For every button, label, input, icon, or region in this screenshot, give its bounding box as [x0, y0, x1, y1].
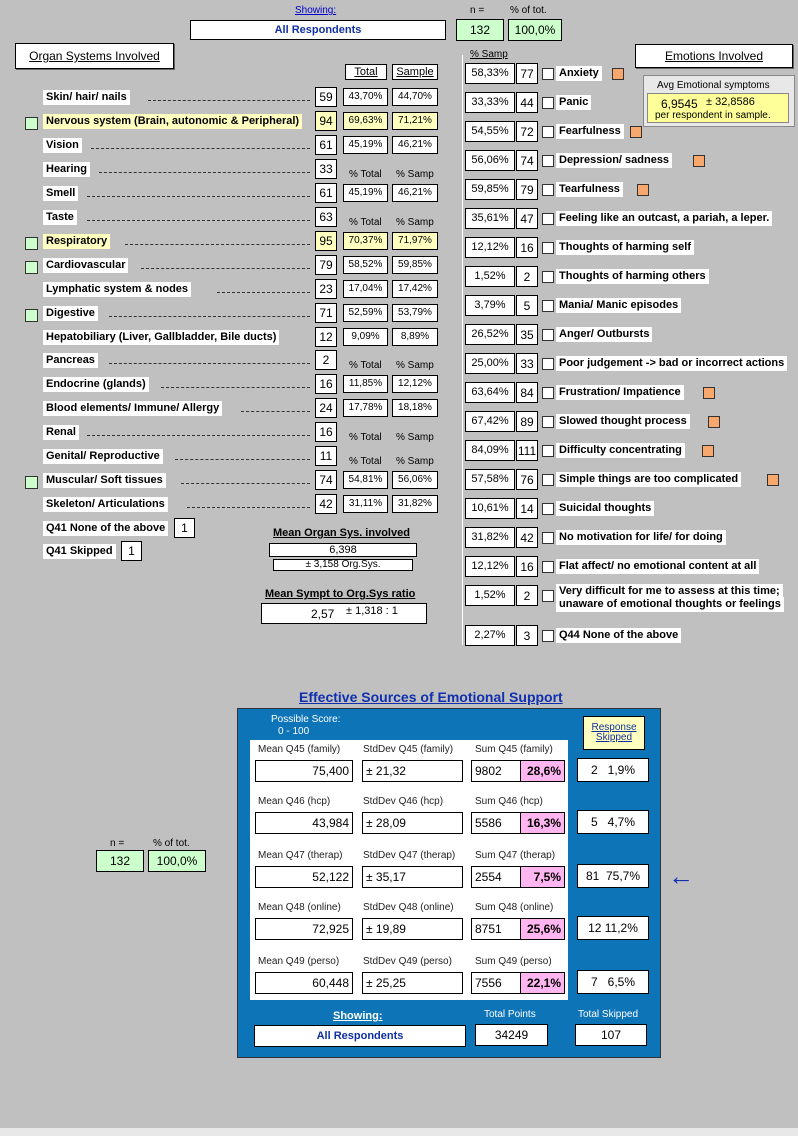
- organ-flag-icon: [25, 476, 38, 489]
- emotions-title: Emotions Involved: [635, 44, 793, 68]
- organ-pct-sample: 56,06%: [392, 471, 438, 489]
- emotion-count: 2: [516, 266, 538, 287]
- organ-count: 12: [315, 327, 337, 347]
- emotion-pct: 26,52%: [465, 324, 515, 345]
- support-n-label: n =: [110, 838, 125, 849]
- mean-organ-sd: ± 3,158 Org.Sys.: [273, 559, 413, 571]
- support-n-value: 132: [96, 850, 144, 872]
- emotion-pct: 31,82%: [465, 527, 515, 548]
- support-sum-label: Sum Q49 (perso): [475, 956, 552, 967]
- emotion-label: Fearfulness: [556, 124, 624, 139]
- organ-label: Skin/ hair/ nails: [43, 90, 130, 105]
- pct-samp-header: % Samp: [396, 217, 434, 228]
- organ-count: 61: [315, 135, 337, 155]
- support-skipped-value: 2 1,9%: [577, 758, 649, 782]
- organ-label: Taste: [43, 210, 77, 225]
- emotion-flag-icon: [630, 126, 642, 138]
- column-divider: [462, 55, 463, 645]
- support-sum-value: 9802: [471, 760, 521, 782]
- emotion-pct: 2,27%: [465, 625, 515, 646]
- support-sum-value: 2554: [471, 866, 521, 888]
- avg-emotional-title: Avg Emotional symptoms: [657, 80, 770, 91]
- support-sd-value: ± 25,25: [362, 972, 463, 994]
- emotion-label: No motivation for life/ for doing: [556, 530, 726, 545]
- emotion-pct: 25,00%: [465, 353, 515, 374]
- leader-dots: [99, 172, 310, 173]
- ratio-value: 2,57: [311, 607, 335, 621]
- total-points-label: Total Points: [484, 1009, 536, 1020]
- leader-dots: [109, 316, 310, 317]
- emotion-checkbox[interactable]: [542, 300, 554, 312]
- organ-pct-total: 43,70%: [343, 88, 388, 106]
- support-title: Effective Sources of Emotional Support: [299, 689, 563, 705]
- organ-pct-sample: 17,42%: [392, 280, 438, 298]
- support-sum-label: Sum Q45 (family): [475, 744, 553, 755]
- support-sum-label: Sum Q47 (therap): [475, 850, 556, 861]
- support-sum-pct: 22,1%: [520, 972, 565, 994]
- pct-value: 100,0%: [508, 19, 562, 41]
- response-skipped-header: Response Skipped: [583, 716, 645, 750]
- emotion-count: 47: [516, 208, 538, 229]
- ratio-box: [261, 603, 427, 624]
- emotion-checkbox[interactable]: [542, 474, 554, 486]
- leader-dots: [91, 148, 310, 149]
- support-sum-pct: 28,6%: [520, 760, 565, 782]
- leader-dots: [141, 268, 310, 269]
- organ-pct-sample: 46,21%: [392, 184, 438, 202]
- support-mean-value: 52,122: [255, 866, 353, 888]
- emotion-count: 35: [516, 324, 538, 345]
- q41-skipped-value: 1: [121, 541, 142, 561]
- organ-label: Lymphatic system & nodes: [43, 282, 191, 297]
- organ-label: Pancreas: [43, 353, 98, 368]
- organ-pct-total: 11,85%: [343, 375, 388, 393]
- support-mean-value: 75,400: [255, 760, 353, 782]
- emotion-checkbox[interactable]: [542, 213, 554, 225]
- organ-count: 2: [315, 350, 337, 370]
- pct-samp-header: % Samp: [396, 456, 434, 467]
- emotion-count: 3: [516, 625, 538, 646]
- organ-flag-icon: [25, 261, 38, 274]
- organ-total-header: Total: [345, 64, 387, 80]
- leader-dots: [161, 387, 310, 388]
- showing-label: Showing:: [295, 5, 337, 16]
- emotion-count: 77: [516, 63, 538, 84]
- emotion-count: 84: [516, 382, 538, 403]
- support-mean-value: 43,984: [255, 812, 353, 834]
- organ-count: 71: [315, 303, 337, 323]
- emotion-checkbox[interactable]: [542, 532, 554, 544]
- organ-flag-icon: [25, 237, 38, 250]
- emotion-count: 74: [516, 150, 538, 171]
- emotion-label: Poor judgement -> bad or incorrect actions: [556, 356, 787, 371]
- emotion-checkbox[interactable]: [542, 503, 554, 515]
- support-mean-value: 60,448: [255, 972, 353, 994]
- support-mean-label: Mean Q47 (therap): [258, 850, 343, 861]
- emotion-count: 5: [516, 295, 538, 316]
- emotion-flag-icon: [767, 474, 779, 486]
- leader-dots: [87, 196, 310, 197]
- support-skipped-value: 12 11,2%: [577, 916, 649, 940]
- support-skipped-value: 7 6,5%: [577, 970, 649, 994]
- emotion-pct: 1,52%: [465, 585, 515, 606]
- leader-dots: [109, 363, 310, 364]
- organ-label: Skeleton/ Articulations: [43, 497, 168, 512]
- organ-flag-icon: [25, 309, 38, 322]
- emotion-label: Depression/ sadness: [556, 153, 672, 168]
- emotion-label: Frustration/ Impatience: [556, 385, 684, 400]
- emotion-pct: 10,61%: [465, 498, 515, 519]
- support-sum-pct: 16,3%: [520, 812, 565, 834]
- avg-emotional-note: per respondent in sample.: [655, 110, 771, 121]
- pct-total-header: % Total: [349, 217, 382, 228]
- support-sum-value: 8751: [471, 918, 521, 940]
- emotion-count: 111: [516, 440, 538, 461]
- organ-pct-sample: 46,21%: [392, 136, 438, 154]
- emotion-label: Q44 None of the above: [556, 628, 681, 643]
- emotion-pct: 58,33%: [465, 63, 515, 84]
- support-sum-pct: 7,5%: [520, 866, 565, 888]
- pct-total-header: % Total: [349, 169, 382, 180]
- leader-dots: [87, 435, 310, 436]
- organ-pct-sample: 12,12%: [392, 375, 438, 393]
- organ-count: 16: [315, 422, 337, 442]
- support-sd-label: StdDev Q45 (family): [363, 744, 454, 755]
- support-sd-label: StdDev Q49 (perso): [363, 956, 452, 967]
- emotion-checkbox[interactable]: [542, 155, 554, 167]
- emotion-pct: 35,61%: [465, 208, 515, 229]
- possible-score-label: Possible Score:: [271, 714, 341, 725]
- organ-label: Nervous system (Brain, autonomic & Peripheral): [43, 114, 302, 129]
- emotion-label: Anger/ Outbursts: [556, 327, 652, 342]
- support-sum-pct: 25,6%: [520, 918, 565, 940]
- emotion-checkbox[interactable]: [542, 242, 554, 254]
- organ-pct-total: 9,09%: [343, 328, 388, 346]
- emotion-label: Mania/ Manic episodes: [556, 298, 681, 313]
- support-mean-label: Mean Q48 (online): [258, 902, 341, 913]
- support-showing-label: Showing:: [333, 1010, 383, 1022]
- emotion-label-2: unaware of emotional thoughts or feelings: [556, 597, 784, 612]
- pct-total-header: % Total: [349, 360, 382, 371]
- support-mean-label: Mean Q46 (hcp): [258, 796, 331, 807]
- organ-flag-icon: [25, 117, 38, 130]
- support-sum-label: Sum Q48 (online): [475, 902, 554, 913]
- emotion-checkbox[interactable]: [542, 97, 554, 109]
- organ-pct-sample: 8,89%: [392, 328, 438, 346]
- emotion-checkbox[interactable]: [542, 630, 554, 642]
- emotion-checkbox[interactable]: [542, 126, 554, 138]
- pct-label: % of tot.: [510, 5, 547, 16]
- support-pct-label: % of tot.: [153, 838, 190, 849]
- emotion-label: Slowed thought process: [556, 414, 690, 429]
- organ-sample-header: Sample: [392, 64, 438, 80]
- support-sd-value: ± 21,32: [362, 760, 463, 782]
- organ-count: 74: [315, 470, 337, 490]
- support-sd-label: StdDev Q47 (therap): [363, 850, 456, 861]
- total-skipped-label: Total Skipped: [578, 1009, 639, 1020]
- support-sum-value: 7556: [471, 972, 521, 994]
- organ-label: Vision: [43, 138, 82, 153]
- q41-none-label: Q41 None of the above: [43, 521, 168, 536]
- organ-pct-sample: 59,85%: [392, 256, 438, 274]
- support-skipped-value: 81 75,7%: [577, 864, 649, 888]
- total-skipped-value: 107: [575, 1024, 647, 1046]
- emotion-count: 2: [516, 585, 538, 606]
- emotion-checkbox[interactable]: [542, 184, 554, 196]
- support-pct-value: 100,0%: [148, 850, 206, 872]
- total-points-value: 34249: [475, 1024, 548, 1046]
- pct-total-header: % Total: [349, 456, 382, 467]
- emotion-flag-icon: [703, 387, 715, 399]
- organ-pct-total: 17,04%: [343, 280, 388, 298]
- organ-pct-sample: 44,70%: [392, 88, 438, 106]
- emotion-label: Anxiety: [556, 66, 602, 81]
- emotion-flag-icon: [637, 184, 649, 196]
- emotion-label: Difficulty concentrating: [556, 443, 685, 458]
- mean-organ-value: 6,398: [269, 543, 417, 557]
- emotion-flag-icon: [702, 445, 714, 457]
- organ-count: 33: [315, 159, 337, 179]
- emotion-pct: 63,64%: [465, 382, 515, 403]
- organ-count: 23: [315, 279, 337, 299]
- emotion-pct: 67,42%: [465, 411, 515, 432]
- ratio-label: Mean Sympt to Org.Sys ratio: [265, 588, 416, 600]
- organ-count: 42: [315, 494, 337, 514]
- emotion-label: Panic: [556, 95, 591, 110]
- support-sd-label: StdDev Q46 (hcp): [363, 796, 444, 807]
- emotion-count: 16: [516, 237, 538, 258]
- n-label: n =: [470, 5, 485, 16]
- organ-label: Hepatobiliary (Liver, Gallbladder, Bile ducts): [43, 330, 279, 345]
- leader-dots: [87, 220, 310, 221]
- leader-dots: [217, 292, 310, 293]
- emotion-checkbox[interactable]: [542, 445, 554, 457]
- emotion-checkbox[interactable]: [542, 329, 554, 341]
- organ-label: Smell: [43, 186, 78, 201]
- emotion-flag-icon: [693, 155, 705, 167]
- support-skipped-value: 5 4,7%: [577, 810, 649, 834]
- possible-score-range: 0 - 100: [278, 726, 310, 737]
- arrow-left-icon: ←: [668, 861, 694, 891]
- organ-count: 16: [315, 374, 337, 394]
- organ-count: 94: [315, 111, 337, 131]
- organ-pct-total: 45,19%: [343, 184, 388, 202]
- leader-dots: [175, 459, 310, 460]
- ratio-sd: ± 1,318 : 1: [346, 605, 398, 617]
- emotion-label: Thoughts of harming others: [556, 269, 709, 284]
- support-mean-label: Mean Q49 (perso): [258, 956, 340, 967]
- organ-pct-sample: 18,18%: [392, 399, 438, 417]
- organ-count: 79: [315, 255, 337, 275]
- emotion-pct: 56,06%: [465, 150, 515, 171]
- emotion-count: 72: [516, 121, 538, 142]
- organ-systems-title: Organ Systems Involved: [15, 43, 174, 69]
- q41-none-value: 1: [174, 518, 195, 538]
- emotion-label: Suicidal thoughts: [556, 501, 654, 516]
- organ-count: 59: [315, 87, 337, 107]
- avg-emotional-value: 6,9545: [661, 97, 698, 111]
- emotion-count: 76: [516, 469, 538, 490]
- q41-skipped-label: Q41 Skipped: [43, 544, 116, 559]
- support-showing-value[interactable]: All Respondents: [254, 1025, 466, 1047]
- emotion-pct: 1,52%: [465, 266, 515, 287]
- emotion-label: Simple things are too complicated: [556, 472, 741, 487]
- support-sd-value: ± 35,17: [362, 866, 463, 888]
- organ-pct-sample: 53,79%: [392, 304, 438, 322]
- emotion-count: 42: [516, 527, 538, 548]
- organ-label: Respiratory: [43, 234, 110, 249]
- emotion-pct: 12,12%: [465, 237, 515, 258]
- emotion-pct: 84,09%: [465, 440, 515, 461]
- emotion-label: Thoughts of harming self: [556, 240, 694, 255]
- support-mean-label: Mean Q45 (family): [258, 744, 341, 755]
- organ-count: 24: [315, 398, 337, 418]
- organ-count: 11: [315, 446, 337, 466]
- pct-total-header: % Total: [349, 432, 382, 443]
- organ-pct-total: 52,59%: [343, 304, 388, 322]
- emotion-flag-icon: [612, 68, 624, 80]
- organ-label: Genital/ Reproductive: [43, 449, 163, 464]
- emotion-checkbox[interactable]: [542, 358, 554, 370]
- n-value: 132: [456, 19, 504, 41]
- emotion-pct: 3,79%: [465, 295, 515, 316]
- emotion-checkbox[interactable]: [542, 416, 554, 428]
- organ-pct-total: 54,81%: [343, 471, 388, 489]
- pct-samp-header: % Samp: [396, 360, 434, 371]
- emotion-count: 44: [516, 92, 538, 113]
- organ-label: Digestive: [43, 306, 98, 321]
- organ-label: Endocrine (glands): [43, 377, 149, 392]
- emotion-pct: 12,12%: [465, 556, 515, 577]
- leader-dots: [241, 411, 310, 412]
- support-sd-value: ± 28,09: [362, 812, 463, 834]
- support-sum-label: Sum Q46 (hcp): [475, 796, 543, 807]
- support-sum-value: 5586: [471, 812, 521, 834]
- organ-pct-total: 31,11%: [343, 495, 388, 513]
- emotion-label: Very difficult for me to assess at this time;: [556, 584, 783, 599]
- emotion-pct: 57,58%: [465, 469, 515, 490]
- organ-count: 61: [315, 183, 337, 203]
- organ-label: Cardiovascular: [43, 258, 128, 273]
- leader-dots: [148, 100, 310, 101]
- mean-organ-label: Mean Organ Sys. involved: [273, 527, 410, 539]
- pct-samp-header: % Samp: [396, 432, 434, 443]
- organ-count: 63: [315, 207, 337, 227]
- emotion-checkbox[interactable]: [542, 590, 554, 602]
- organ-pct-total: 17,78%: [343, 399, 388, 417]
- pct-samp-header: % Samp: [396, 169, 434, 180]
- support-sd-label: StdDev Q48 (online): [363, 902, 454, 913]
- emotion-count: 14: [516, 498, 538, 519]
- emotion-samp-header: % Samp: [470, 49, 508, 60]
- emotion-pct: 33,33%: [465, 92, 515, 113]
- organ-pct-sample: 31,82%: [392, 495, 438, 513]
- emotion-label: Tearfulness: [556, 182, 623, 197]
- emotion-pct: 54,55%: [465, 121, 515, 142]
- emotion-label: Feeling like an outcast, a pariah, a leper.: [556, 211, 772, 226]
- organ-label: Renal: [43, 425, 79, 440]
- emotion-checkbox[interactable]: [542, 271, 554, 283]
- emotion-count: 33: [516, 353, 538, 374]
- emotion-pct: 59,85%: [465, 179, 515, 200]
- emotion-checkbox[interactable]: [542, 561, 554, 573]
- leader-dots: [187, 507, 310, 508]
- emotion-count: 89: [516, 411, 538, 432]
- organ-label: Blood elements/ Immune/ Allergy: [43, 401, 222, 416]
- emotion-count: 79: [516, 179, 538, 200]
- avg-emotional-sd: ± 32,8586: [706, 96, 755, 108]
- organ-label: Muscular/ Soft tissues: [43, 473, 166, 488]
- leader-dots: [181, 483, 310, 484]
- organ-pct-sample: 71,97%: [392, 232, 438, 250]
- organ-label: Hearing: [43, 162, 90, 177]
- showing-value[interactable]: All Respondents: [190, 20, 446, 40]
- emotion-count: 16: [516, 556, 538, 577]
- emotion-flag-icon: [708, 416, 720, 428]
- organ-pct-sample: 71,21%: [392, 112, 438, 130]
- emotion-label: Flat affect/ no emotional content at all: [556, 559, 759, 574]
- organ-pct-total: 70,37%: [343, 232, 388, 250]
- organ-pct-total: 69,63%: [343, 112, 388, 130]
- organ-count: 95: [315, 231, 337, 251]
- support-sd-value: ± 19,89: [362, 918, 463, 940]
- bottom-border: [0, 1128, 798, 1136]
- leader-dots: [125, 244, 310, 245]
- emotion-checkbox[interactable]: [542, 68, 554, 80]
- organ-pct-total: 45,19%: [343, 136, 388, 154]
- emotion-checkbox[interactable]: [542, 387, 554, 399]
- organ-pct-total: 58,52%: [343, 256, 388, 274]
- support-mean-value: 72,925: [255, 918, 353, 940]
